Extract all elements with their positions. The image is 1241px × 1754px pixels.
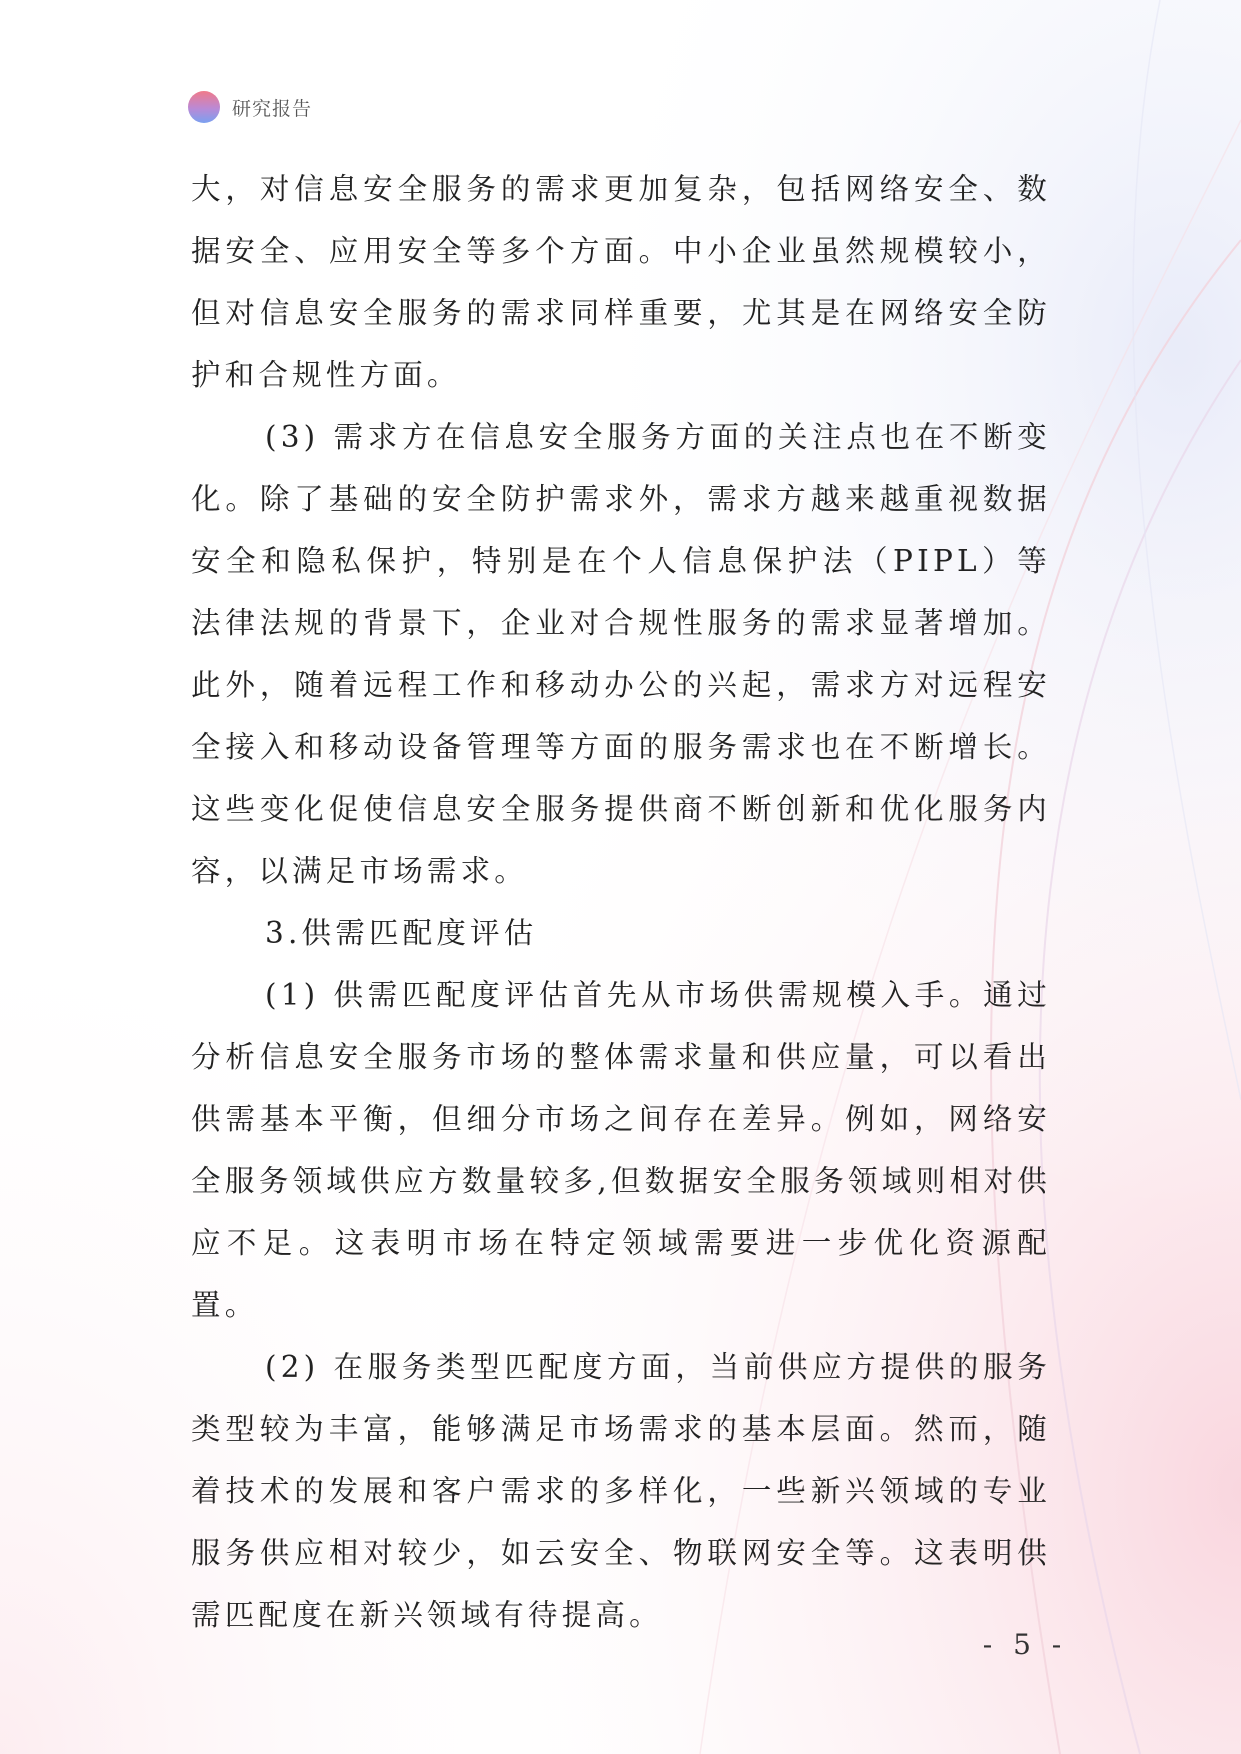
paragraph-supply-demand-scale: (1) 供需匹配度评估首先从市场供需规模入手。通过分析信息安全服务市场的整体需求量和供应量，可以看出供需基本平衡，但细分市场之间存在差异。例如，网络安全服务领域供应方数量较多,但数据安全服务领域则相对供应不足。这表明市场在特定领域需要进一步优化资源配置。 <box>191 978 1051 1322</box>
paragraph-service-type-match: (2) 在服务类型匹配度方面，当前供应方提供的服务类型较为丰富，能够满足市场需求的基本层面。然而，随着技术的发展和客户需求的多样化，一些新兴领域的专业服务供应相对较少，如云安全、物联网安全等。这表明供需匹配度在新兴领域有待提高。 <box>191 1350 1051 1632</box>
main-content <box>191 158 1051 1646</box>
header-title: 研究报告 <box>232 97 313 120</box>
section-heading: 3.供需匹配度评估 <box>265 916 538 950</box>
page-number: - 5 - <box>982 1628 1068 1661</box>
report-header <box>188 90 312 124</box>
paragraph-demand-focus: (3) 需求方在信息安全服务方面的关注点也在不断变化。除了基础的安全防护需求外，需求方越来越重视数据安全和隐私保护，特别是在个人信息保护法（PIPL）等法律法规的背景下，企业对合规性服务的需求显著增加。此外，随着远程工作和移动办公的兴起，需求方对远程安全接入和移动设备管理等方面的服务需求也在不断增长。这些变化促使信息安全服务提供商不断创新和优化服务内容，以满足市场需求。 <box>191 420 1051 888</box>
logo-circle-icon <box>188 91 220 123</box>
paragraph-continued: 大，对信息安全服务的需求更加复杂，包括网络安全、数据安全、应用安全等多个方面。中小企业虽然规模较小，但对信息安全服务的需求同样重要，尤其是在网络安全防护和合规性方面。 <box>191 172 1051 392</box>
